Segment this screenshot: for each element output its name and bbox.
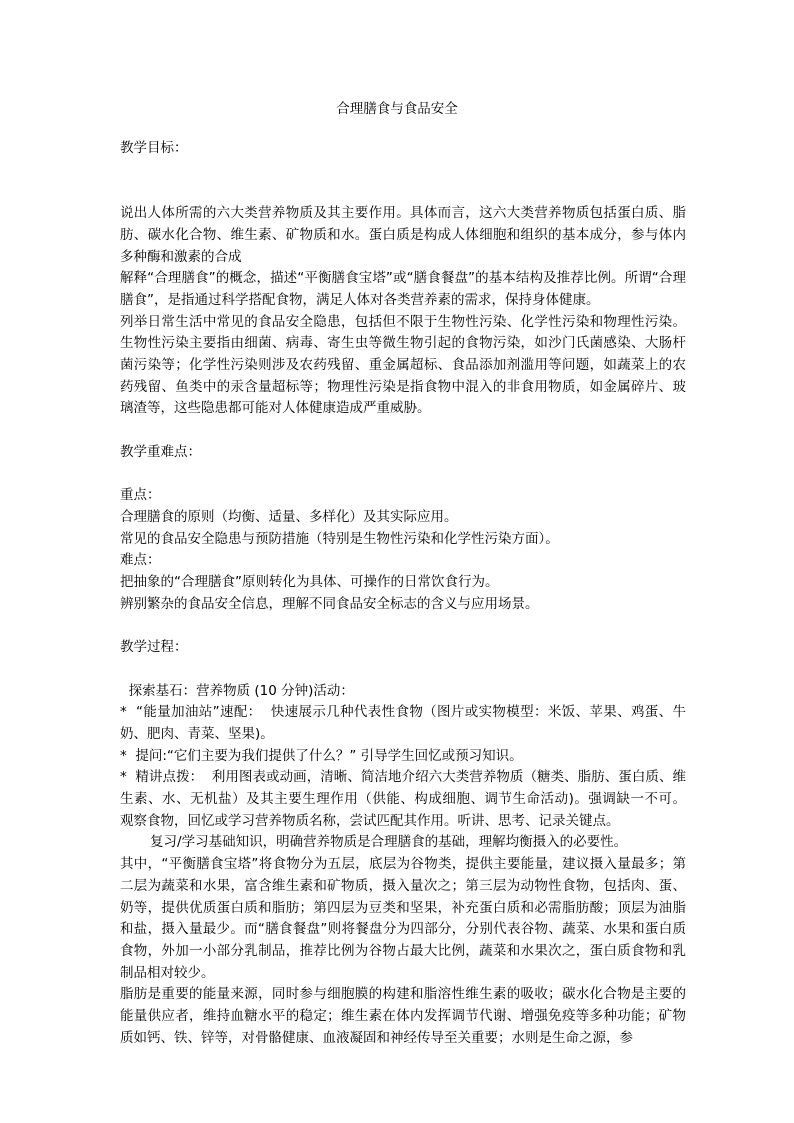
process-paragraph: * 精讲点拨： 利用图表或动画，清晰、简洁地介绍六大类营养物质（糖类、脂肪、蛋白质、维生素、水、无机盐）及其主要生理作用（供能、构成细胞、调节生命活动)。强调缺一不可。 观察食物，回忆或学习营养物质名称，尝试匹配其作用。听讲、思考、记录关键点。 <box>120 769 712 829</box>
difficulty-item: 把抽象的“合理膳食”原则转化为具体、可操作的日常饮食行为。 <box>120 574 499 591</box>
focus-item: 常见的食品安全隐患与预防措施（特别是生物性污染和化学性污染方面）。 <box>120 530 559 547</box>
process-paragraph: 复习/学习基础知识，明确营养物质是合理膳食的基础，理解均衡摄入的必要性。 <box>120 834 628 851</box>
process-paragraph: * 提问:“它们主要为我们提供了什么？” 引导学生回忆或预习知识。 <box>120 747 523 764</box>
spacer <box>120 615 686 637</box>
spacer <box>120 659 686 681</box>
process-paragraph: 探索基石：营养物质 (10 分钟)活动： <box>120 682 354 699</box>
process-heading: 教学过程： <box>120 639 188 656</box>
objectives-heading: 教学目标： <box>120 140 188 156</box>
difficulty-item: 辨别繁杂的食品安全信息，理解不同食品安全标志的含义与应用场景。 <box>120 595 539 612</box>
spacer <box>120 464 686 486</box>
key-points-heading: 教学重难点： <box>120 443 201 460</box>
objectives-paragraph: 说出人体所需的六大类营养物质及其主要作用。具体而言，这六大类营养物质包括蛋白质、脂肪、碳水化合物、维生素、矿物质和水。蛋白质是构成人体细胞和组织的基本成分，参与体内多种酶和激素的合成 <box>120 205 686 265</box>
process-paragraph: * “能量加油站”速配： 快速展示几种代表性食物（图片或实物模型：米饭、苹果、鸡蛋、牛奶、肥肉、青菜、坚果)。 <box>120 704 686 742</box>
process-paragraph: 脂肪是重要的能量来源，同时参与细胞膜的构建和脂溶性维生素的吸收；碳水化合物是主要的能量供应者，维持血糖水平的稳定；维生素在体内发挥调节代谢、增强免疫等多种功能；矿物质如钙、铁、锌等，对骨骼健康、血液凝固和神经传导至关重要；水则是生命之源，参 <box>120 986 686 1046</box>
document-title: 合理膳食与食品安全 <box>336 101 458 117</box>
spacer <box>120 160 686 203</box>
objectives-paragraph: 列举日常生活中常见的食品安全隐患，包括但不限于生物性污染、化学性污染和物理性污染。生物性污染主要指由细菌、病毒、寄生虫等微生物引起的食物污染，如沙门氏菌感染、大肠杆菌污染等；化学性污染则涉及农药残留、重金属超标、食品添加剂滥用等问题，如蔬菜上的农药残留、鱼类中的汞含量超标等；物理性污染是指食物中混入的非食用物质，如金属碎片、玻璃渣等，这些隐患都可能对人体健康造成严重威胁。 <box>120 313 686 417</box>
spacer <box>120 420 686 442</box>
document-body <box>120 138 712 1049</box>
focus-label: 重点： <box>120 487 161 504</box>
process-paragraph: 其中，“平衡膳食宝塔”将食物分为五层，底层为谷物类，提供主要能量，建议摄入量最多；第二层为蔬菜和水果，富含维生素和矿物质，摄入量次之；第三层为动物性食物，包括肉、蛋、奶等，提供优质蛋白质和脂肪；第四层为豆类和坚果，补充蛋白质和必需脂肪酸；顶层为油脂和盐，摄入量最少。而“膳食餐盘”则将餐盘分为四部分，分别代表谷物、蔬菜、水果和蛋白质食物，外加一小部分乳制品，推荐比例为谷物占最大比例，蔬菜和水果次之，蛋白质食物和乳制品相对较少。 <box>120 856 686 981</box>
focus-item: 合理膳食的原则（均衡、适量、多样化）及其实际应用。 <box>120 508 458 525</box>
difficulty-label: 难点： <box>120 552 161 569</box>
objectives-paragraph: 解释“合理膳食”的概念，描述“平衡膳食宝塔”或“膳食餐盘”的基本结构及推荐比例。所谓“合理膳食”，是指通过科学搭配食物，满足人体对各类营养素的需求，保持身体健康。 <box>120 270 686 308</box>
